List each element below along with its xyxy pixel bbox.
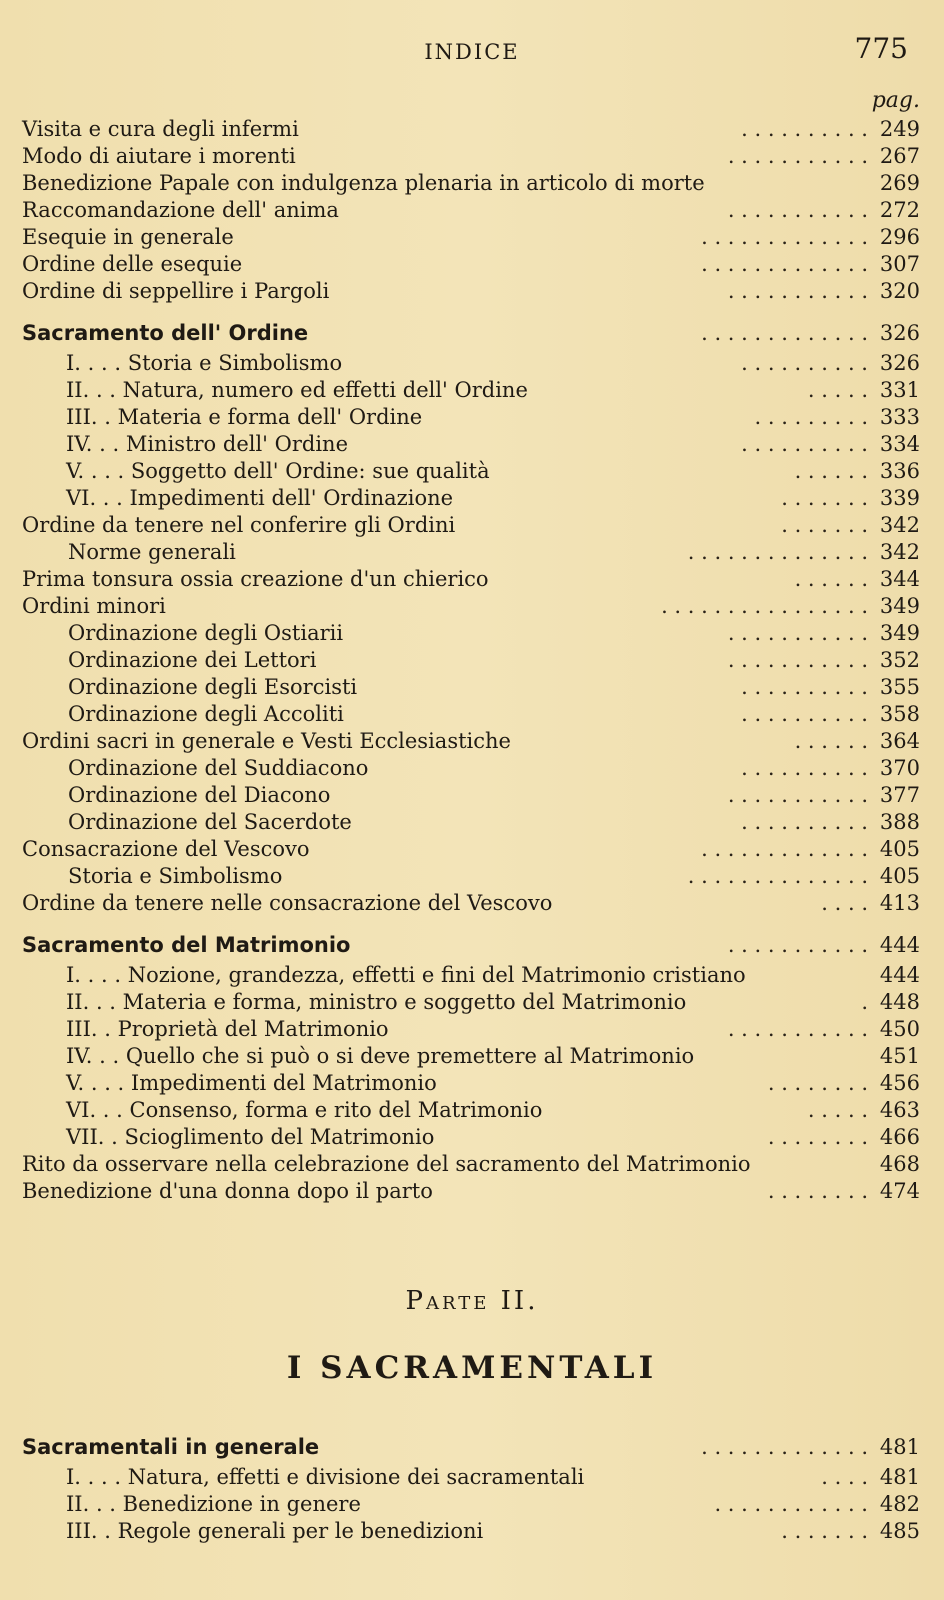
toc-entry-label: III. . Materia e forma dell' Ordine [66, 405, 423, 429]
toc-entry-label: Benedizione d'una donna dopo il parto [22, 1179, 433, 1203]
toc-entry-page-number: 370 [879, 756, 920, 780]
toc-entry-label: VI. . . Consenso, forma e rito del Matrimonio [66, 1098, 543, 1122]
toc-entry [22, 1043, 920, 1070]
toc-entry-leader-dots: . . . . . . . . . . . . [714, 1492, 868, 1516]
toc-entry [22, 485, 920, 512]
toc-entry-leader-dots: . . . . . . . . . . . . . [701, 252, 868, 276]
toc-entry-leader-dots: . . . . . . . . . . [741, 702, 868, 726]
toc-entry [22, 251, 920, 278]
toc-entry-page-number: 482 [879, 1492, 920, 1516]
toc-entry [22, 647, 920, 674]
toc-entry [22, 989, 920, 1016]
toc-entry-leader-dots: . . . . . . . . . . . [727, 279, 868, 303]
toc-entry [22, 431, 920, 458]
toc-entry [22, 1491, 920, 1518]
toc-entry-leader-dots: . . . . . . . . . . [741, 432, 868, 456]
toc-entry-label: VII. . Scioglimento del Matrimonio [66, 1125, 435, 1149]
toc-entry-leader-dots: . . . . . . . . . . . . . [701, 1435, 868, 1459]
toc-entry [22, 701, 920, 728]
toc-entry-label: Visita e cura degli infermi [22, 117, 299, 141]
toc-entry-page-number: 481 [879, 1435, 920, 1459]
toc-entry-leader-dots: . . . . . [807, 378, 868, 402]
toc-entry-page-number: 333 [879, 405, 920, 429]
toc-entry-label: Sacramento del Matrimonio [22, 933, 351, 957]
toc-entry [22, 1124, 920, 1151]
toc-entry-label: Ordinazione degli Esorcisti [68, 675, 358, 699]
toc-entry [22, 782, 920, 809]
toc-entry [22, 116, 920, 143]
running-header [0, 30, 944, 70]
toc-entry-label: III. . Regole generali per le benedizioni [66, 1519, 484, 1543]
part-heading: Parte II. [405, 1286, 539, 1316]
toc-entry-label: Ordini minori [22, 594, 166, 618]
toc-entry-leader-dots: . [861, 990, 868, 1014]
toc-entry-label: Ordinazione del Suddiacono [68, 756, 369, 780]
toc-entry [22, 809, 920, 836]
toc-entry-label: IV. . . Quello che si può o si deve premettere al Matrimonio [66, 1044, 695, 1068]
toc-entry-leader-dots: . . . . . . . . . . . [727, 1017, 868, 1041]
toc-entry-label: Ordinazione degli Accoliti [68, 702, 344, 726]
toc-entry [22, 350, 920, 377]
toc-entry-label: Ordinazione degli Ostiarii [68, 621, 344, 645]
toc-section-sacramentali [22, 1430, 920, 1545]
toc-entry-page-number: 468 [879, 1152, 920, 1176]
toc-entry-label: Esequie in generale [22, 225, 234, 249]
toc-entry-leader-dots: . . . . . . . . . . . . . [701, 225, 868, 249]
toc-section-matrimonio [22, 928, 920, 1205]
toc-entry-label: II. . . Benedizione in genere [66, 1492, 361, 1516]
toc-entry [22, 962, 920, 989]
toc-entry-page-number: 326 [879, 321, 920, 345]
toc-section-heading [22, 1430, 920, 1464]
toc-entry-page-number: 267 [879, 144, 920, 168]
toc-entry-label: III. . Proprietà del Matrimonio [66, 1017, 389, 1041]
toc-entry-leader-dots: . . . . . . [794, 567, 868, 591]
toc-entry-page-number: 456 [879, 1071, 920, 1095]
toc-entry-leader-dots: . . . . . . . . . . . [727, 621, 868, 645]
toc-entry-leader-dots: . . . . . . . . . . . [727, 198, 868, 222]
toc-entry-page-number: 296 [879, 225, 920, 249]
toc-entry-page-number: 377 [879, 783, 920, 807]
toc-entry-leader-dots: . . . . . . . . . . . . . . [687, 864, 868, 888]
toc-entry-page-number: 474 [879, 1179, 920, 1203]
toc-entry-leader-dots: . . . . . . . . . . . [727, 783, 868, 807]
toc-entry-leader-dots: . . . . . . . . . . . [727, 144, 868, 168]
toc-entry [22, 755, 920, 782]
toc-entry-page-number: 463 [879, 1098, 920, 1122]
toc-entry-leader-dots: . . . . . . [794, 459, 868, 483]
toc-entry-page-number: 339 [879, 486, 920, 510]
toc-entry-label: Ordine delle esequie [22, 252, 243, 276]
toc-entry-page-number: 405 [879, 837, 920, 861]
toc-entry-leader-dots: . . . . . . . . [767, 1125, 868, 1149]
toc-entry-page-number: 451 [879, 1044, 920, 1068]
part-title: I SACRAMENTALI [286, 1350, 658, 1386]
toc-entry-leader-dots: . . . . . . . . . . . . . [701, 837, 868, 861]
toc-entry-page-number: 358 [879, 702, 920, 726]
toc-entry-label: II. . . Natura, numero ed effetti dell' Ordine [66, 378, 528, 402]
toc-entry-page-number: 344 [879, 567, 920, 591]
toc-entry-leader-dots: . . . . . . . . [767, 1071, 868, 1095]
toc-entry-label: Ordini sacri in generale e Vesti Ecclesiastiche [22, 729, 511, 753]
toc-entry-label: Raccomandazione dell' anima [22, 198, 339, 222]
toc-entry-leader-dots: . . . . . . . . . . [741, 351, 868, 375]
toc-entry-leader-dots: . . . . [821, 891, 868, 915]
toc-entry-leader-dots: . . . . . . . . . . . [727, 933, 868, 957]
toc-entry-page-number: 269 [879, 171, 920, 195]
toc-entry [22, 1151, 920, 1178]
toc-entry-label: IV. . . Ministro dell' Ordine [66, 432, 348, 456]
toc-section-heading [22, 928, 920, 962]
toc-section-heading [22, 316, 920, 350]
toc-entry-leader-dots: . . . . . . . . . . [741, 756, 868, 780]
toc-entry-leader-dots: . . . . . . . [781, 486, 868, 510]
toc-entry [22, 863, 920, 890]
toc-entry [22, 728, 920, 755]
toc-entry [22, 404, 920, 431]
toc-entry [22, 836, 920, 863]
toc-entry [22, 278, 920, 305]
toc-entry-page-number: 466 [879, 1125, 920, 1149]
toc-entry [22, 593, 920, 620]
toc-entry-label: V. . . . Soggetto dell' Ordine: sue qualità [66, 459, 490, 483]
toc-entry [22, 674, 920, 701]
toc-entry [22, 197, 920, 224]
toc-entry-leader-dots: . . . . . . . . . . [741, 675, 868, 699]
toc-entry-page-number: 481 [879, 1465, 920, 1489]
toc-entry-page-number: 352 [879, 648, 920, 672]
toc-entry-label: II. . . Materia e forma, ministro e soggetto del Matrimonio [66, 990, 687, 1014]
header-page-number: 775 [854, 32, 908, 65]
toc-section-1 [22, 116, 920, 305]
toc-entry-label: Consacrazione del Vescovo [22, 837, 310, 861]
toc-entry-label: Storia e Simbolismo [68, 864, 283, 888]
toc-entry-label: Ordinazione del Diacono [68, 783, 331, 807]
toc-entry-page-number: 405 [879, 864, 920, 888]
toc-entry-label: Modo di aiutare i morenti [22, 144, 296, 168]
toc-entry-label: Ordine da tenere nelle consacrazione del Vescovo [22, 891, 553, 915]
toc-entry [22, 1016, 920, 1043]
toc-entry-page-number: 320 [879, 279, 920, 303]
toc-entry-page-number: 448 [879, 990, 920, 1014]
toc-entry-page-number: 342 [879, 540, 920, 564]
toc-entry-label: Sacramento dell' Ordine [22, 321, 309, 345]
toc-entry [22, 1518, 920, 1545]
toc-entry-leader-dots: . . . . . . . [781, 513, 868, 537]
toc-entry [22, 458, 920, 485]
toc-entry-page-number: 326 [879, 351, 920, 375]
toc-entry [22, 224, 920, 251]
toc-entry-label: Rito da osservare nella celebrazione del sacramento del Matrimonio [22, 1152, 751, 1176]
toc-entry-page-number: 413 [879, 891, 920, 915]
toc-entry-leader-dots: . . . . . . . . . . . . . . [687, 540, 868, 564]
toc-entry-label: Ordine di seppellire i Pargoli [22, 279, 330, 303]
pag-label: pag. [871, 88, 920, 113]
toc-entry-label: Ordine da tenere nel conferire gli Ordini [22, 513, 456, 537]
toc-entry-leader-dots: . . . . . . . [781, 1519, 868, 1543]
toc-entry [22, 512, 920, 539]
toc-entry-leader-dots: . . . . . . . . . . . [727, 648, 868, 672]
toc-entry-page-number: 485 [879, 1519, 920, 1543]
toc-entry [22, 1464, 920, 1491]
toc-entry [22, 1178, 920, 1205]
toc-entry-page-number: 342 [879, 513, 920, 537]
toc-entry-label: Sacramentali in generale [22, 1435, 320, 1459]
toc-entry [22, 377, 920, 404]
toc-entry-label: Ordinazione del Sacerdote [68, 810, 352, 834]
toc-section-ordine [22, 316, 920, 917]
toc-entry [22, 143, 920, 170]
toc-entry [22, 620, 920, 647]
toc-entry-label: Benedizione Papale con indulgenza plenaria in articolo di morte [22, 171, 705, 195]
toc-entry-leader-dots: . . . . . . . . . . . . . [701, 321, 868, 345]
toc-entry-page-number: 336 [879, 459, 920, 483]
toc-entry-page-number: 334 [879, 432, 920, 456]
toc-entry [22, 566, 920, 593]
toc-entry [22, 539, 920, 566]
toc-entry-label: Ordinazione dei Lettori [68, 648, 317, 672]
toc-entry-page-number: 307 [879, 252, 920, 276]
toc-entry-label: Norme generali [68, 540, 236, 564]
toc-entry-leader-dots: . . . . . [807, 1098, 868, 1122]
toc-entry [22, 890, 920, 917]
toc-entry-page-number: 349 [879, 594, 920, 618]
toc-entry-label: I. . . . Nozione, grandezza, effetti e fini del Matrimonio cristiano [66, 963, 746, 987]
toc-entry-label: V. . . . Impedimenti del Matrimonio [66, 1071, 437, 1095]
toc-entry-leader-dots: . . . . . . . . . [754, 405, 868, 429]
toc-entry-page-number: 331 [879, 378, 920, 402]
toc-entry-page-number: 364 [879, 729, 920, 753]
toc-entry-leader-dots: . . . . . . . . . . [741, 117, 868, 141]
toc-entry-page-number: 444 [879, 963, 920, 987]
toc-entry-page-number: 355 [879, 675, 920, 699]
toc-entry-leader-dots: . . . . . . . . . . [741, 810, 868, 834]
toc-entry-page-number: 272 [879, 198, 920, 222]
toc-entry-leader-dots: . . . . . . [794, 729, 868, 753]
toc-entry-page-number: 444 [879, 933, 920, 957]
toc-entry-label: I. . . . Natura, effetti e divisione dei sacramentali [66, 1465, 585, 1489]
toc-entry [22, 170, 920, 197]
toc-entry-leader-dots: . . . . . . . . . . . . . . . . [661, 594, 868, 618]
toc-entry-page-number: 249 [879, 117, 920, 141]
toc-entry-leader-dots: . . . . [821, 1465, 868, 1489]
toc-entry-label: VI. . . Impedimenti dell' Ordinazione [66, 486, 454, 510]
toc-entry-page-number: 349 [879, 621, 920, 645]
toc-entry-page-number: 450 [879, 1017, 920, 1041]
toc-entry-label: I. . . . Storia e Simbolismo [66, 351, 343, 375]
toc-entry [22, 1097, 920, 1124]
toc-entry-page-number: 388 [879, 810, 920, 834]
toc-entry [22, 1070, 920, 1097]
toc-entry-label: Prima tonsura ossia creazione d'un chierico [22, 567, 489, 591]
header-title: INDICE [424, 40, 520, 64]
toc-entry-leader-dots: . . . . . . . . [767, 1179, 868, 1203]
